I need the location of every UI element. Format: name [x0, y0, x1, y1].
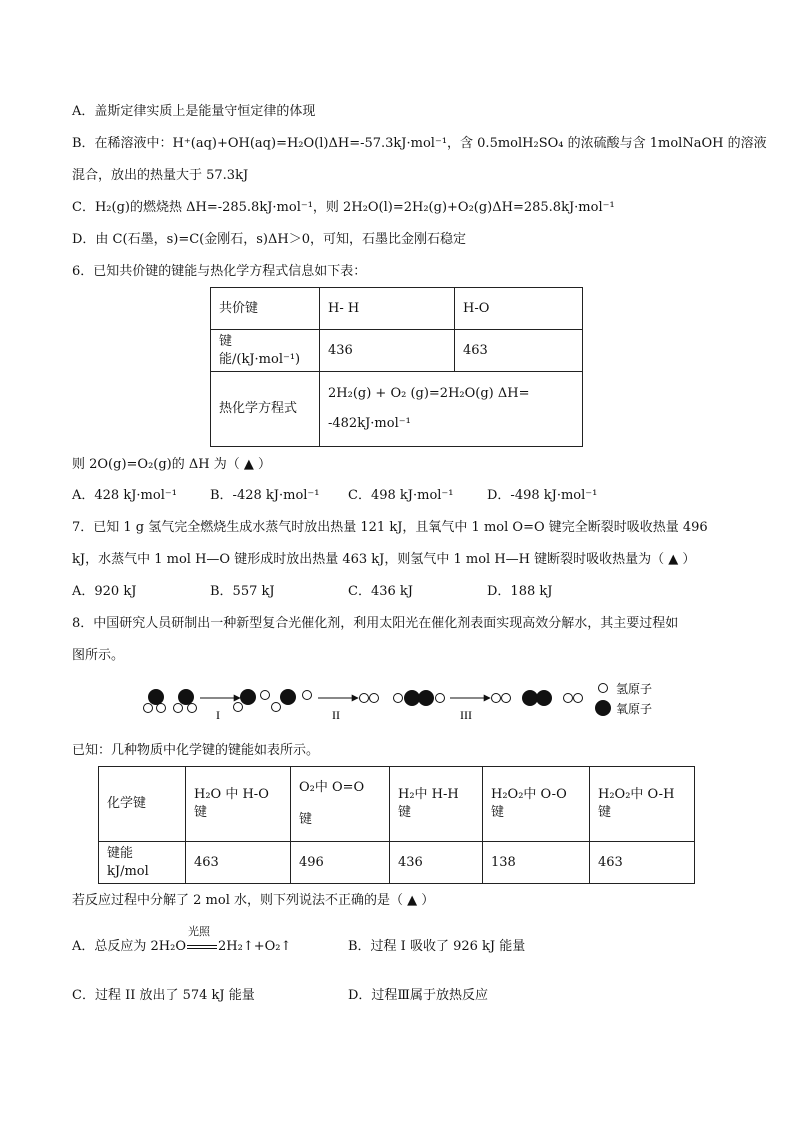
- q8-header: 化学键: [99, 767, 186, 842]
- q7-line1: 7．已知 1 g 氢气完全燃烧生成水蒸气时放出热量 121 kJ，且氧气中 1 mol O=O 键完全断裂时吸收热量 496: [72, 520, 708, 535]
- oxygen-atom: [148, 689, 164, 705]
- hydrogen-atom: [303, 691, 312, 700]
- q6-option-c: C．498 kJ·mol⁻¹: [348, 488, 454, 503]
- q7-option-b: B．557 kJ: [210, 584, 275, 599]
- q6-cell: H-O: [455, 288, 583, 330]
- q6-cell: 436: [320, 330, 455, 372]
- q6-equation-cell: [320, 372, 583, 447]
- hydrogen-atom: [360, 694, 369, 703]
- q6-cell: 463: [455, 330, 583, 372]
- q7-option-a: A．920 kJ: [72, 584, 137, 599]
- reaction-arrow-equal: [186, 925, 218, 956]
- hydrogen-atom: [394, 694, 403, 703]
- products-group: [492, 690, 583, 706]
- hydrogen-atom: [234, 703, 243, 712]
- q8-question: 若反应过程中分解了 2 mol 水，则下列说法不正确的是（ ▲ ）: [72, 893, 435, 908]
- oxygen-atom: [178, 689, 194, 705]
- q8-option-a-suffix: 2H₂↑+O₂↑: [218, 939, 292, 954]
- q8-table: [98, 766, 695, 884]
- legend-oxygen-label: 氧原子: [616, 702, 653, 716]
- q6-option-b: B．-428 kJ·mol⁻¹: [210, 488, 320, 503]
- q7-option-d: D．188 kJ: [487, 584, 553, 599]
- q8-value: 496: [291, 842, 390, 884]
- q5-option-b-line1: B．在稀溶液中：H⁺(aq)+OH(aq)=H₂O(l)ΔH=-57.3kJ·mol⁻¹，含 0.5molH₂SO₄ 的浓硫酸与含 1molNaOH 的溶液: [72, 136, 767, 151]
- hydrogen-atom: [157, 704, 166, 713]
- q8-header-o2-line2: 键: [299, 812, 313, 827]
- step-3-label: III: [460, 708, 472, 722]
- intermediate-group-1: [234, 689, 312, 712]
- legend-oxygen-icon: [595, 700, 611, 716]
- q8-option-a: [72, 925, 292, 956]
- hydrogen-atom: [502, 694, 511, 703]
- q6-equation-line1: 2H₂(g) + O₂ (g)=2H₂O(g) ΔH=: [328, 386, 530, 401]
- legend-hydrogen-icon: [599, 684, 608, 693]
- q5-option-a: A．盖斯定律实质上是能量守恒定律的体现: [72, 104, 316, 119]
- q6-option-a: A．428 kJ·mol⁻¹: [72, 488, 177, 503]
- oxygen-atom: [404, 690, 420, 706]
- q8-option-a-prefix: A．总反应为 2H₂O: [72, 939, 186, 954]
- oxygen-atom: [522, 690, 538, 706]
- q8-option-d: D．过程Ⅲ属于放热反应: [348, 988, 488, 1003]
- q6-cell: 键能/(kJ·mol⁻¹): [211, 330, 320, 372]
- water-molecules-group: [144, 689, 197, 713]
- q7-option-c: C．436 kJ: [348, 584, 413, 599]
- reaction-condition: 光照: [188, 925, 210, 938]
- q6-option-d: D．-498 kJ·mol⁻¹: [487, 488, 598, 503]
- q6-stem: 6．已知共价键的键能与热化学方程式信息如下表：: [72, 264, 367, 279]
- legend-hydrogen-label: 氢原子: [616, 682, 653, 696]
- intermediate-group-2: [360, 690, 445, 706]
- q6-question: 则 2O(g)=O₂(g)的 ΔH 为（ ▲ ）: [72, 457, 272, 472]
- q8-header-o2: [291, 767, 390, 842]
- hydrogen-atom: [272, 703, 281, 712]
- q8-header: H₂O₂中 O-O 键: [483, 767, 590, 842]
- q5-option-c: C．H₂(g)的燃烧热 ΔH=-285.8kJ·mol⁻¹，则 2H₂O(l)=2H₂(g)+O₂(g)ΔH=285.8kJ·mol⁻¹: [72, 200, 615, 215]
- q6-cell: H- H: [320, 288, 455, 330]
- oxygen-atom: [536, 690, 552, 706]
- hydrogen-atom: [492, 694, 501, 703]
- oxygen-atom: [418, 690, 434, 706]
- hydrogen-atom: [436, 694, 445, 703]
- q6-cell: 热化学方程式: [211, 372, 320, 447]
- step-1-label: I: [216, 708, 220, 722]
- q8-header: H₂O₂中 O-H 键: [590, 767, 695, 842]
- hydrogen-atom: [188, 704, 197, 713]
- q8-option-b: B．过程 I 吸收了 926 kJ 能量: [348, 939, 526, 954]
- hydrogen-atom: [174, 704, 183, 713]
- q8-line1: 8．中国研究人员研制出一种新型复合光催化剂，利用太阳光在催化剂表面实现高效分解水，其主要过程如: [72, 616, 679, 631]
- q8-option-c: C．过程 II 放出了 574 kJ 能量: [72, 988, 255, 1003]
- q5-option-b-line2: 混合，放出的热量大于 57.3kJ: [72, 168, 249, 183]
- q5-option-d: D．由 C(石墨，s)=C(金刚石，s)ΔH＞0，可知，石墨比金刚石稳定: [72, 232, 466, 247]
- q8-value: 463: [186, 842, 291, 884]
- q8-row-label: 键能 kJ/mol: [99, 842, 186, 884]
- hydrogen-atom: [261, 691, 270, 700]
- step-2-label: II: [332, 708, 340, 722]
- hydrogen-atom: [370, 694, 379, 703]
- q6-cell: 共价键: [211, 288, 320, 330]
- q6-equation-line2: -482kJ·mol⁻¹: [328, 416, 411, 431]
- q7-line2: kJ，水蒸气中 1 mol H—O 键形成时放出热量 463 kJ，则氢气中 1 mol H—H 键断裂时吸收热量为（ ▲ ）: [72, 552, 696, 567]
- q8-value: 436: [390, 842, 483, 884]
- hydrogen-atom: [564, 694, 573, 703]
- oxygen-atom: [240, 689, 256, 705]
- q8-header: H₂O 中 H-O 键: [186, 767, 291, 842]
- hydrogen-atom: [574, 694, 583, 703]
- q8-known: 已知：几种物质中化学键的键能如表所示。: [72, 743, 320, 758]
- q6-table: [210, 287, 583, 447]
- q8-value: 463: [590, 842, 695, 884]
- oxygen-atom: [280, 689, 296, 705]
- q8-header-o2-line1: O₂中 O=O: [299, 780, 365, 795]
- q8-line2: 图所示。: [72, 648, 125, 663]
- q8-value: 138: [483, 842, 590, 884]
- water-splitting-diagram: [130, 676, 670, 730]
- hydrogen-atom: [144, 704, 153, 713]
- q8-header: H₂中 H-H 键: [390, 767, 483, 842]
